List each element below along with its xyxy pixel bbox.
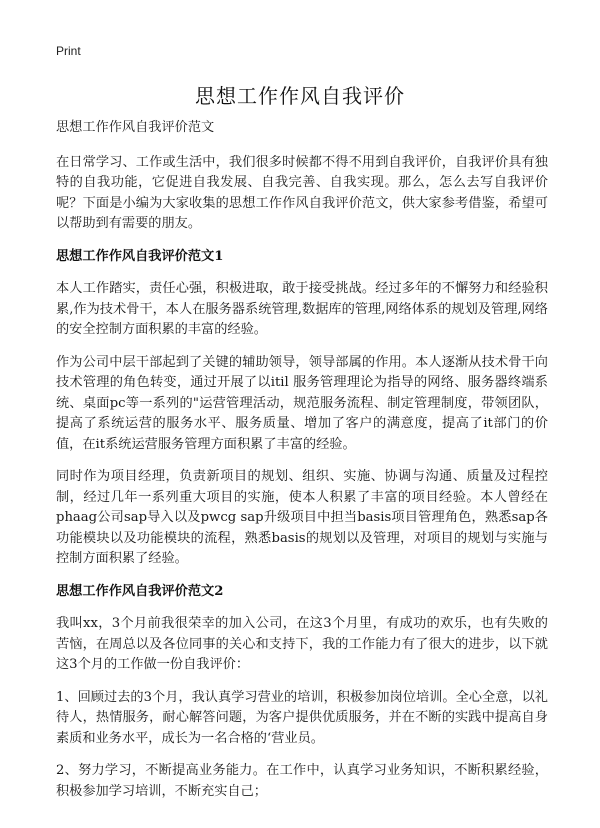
print-link[interactable]: Print <box>56 44 81 58</box>
page-title: 思想工作作风自我评价 <box>195 84 405 108</box>
intro-paragraph: 在日常学习、工作或生活中，我们很多时候都不得不用到自我评价，自我评价具有独特的自我功能，它促进自我发展、自我完善、自我实现。那么，怎么去写自我评价呢？下面是小编为大家收集的思想工作作风自我评价范文，供大家参考借鉴，希望可以帮助到有需要的朋友。 <box>56 154 548 231</box>
article-subtitle: 思想工作作风自我评价范文 <box>56 120 215 135</box>
article-body <box>56 118 548 814</box>
section-1-paragraph-1: 本人工作踏实，责任心强，积极进取，敢于接受挑战。经过多年的不懈努力和经验积累,作为技术骨干，本人在服务器系统管理,数据库的管理,网络体系的规划及管理,网络的安全控制方面积累的丰富的经验。 <box>56 281 548 337</box>
section-2-paragraph-2: 1、回顾过去的3个月，我认真学习营业的培训，积极参加岗位培训。全心全意，以礼待人，热情服务，耐心解答问题，为客户提供优质服务，并在不断的实践中提高自身素质和业务水平，成长为一名合格的‘营业员。 <box>56 689 548 746</box>
section-2-paragraph-3: 2、努力学习，不断提高业务能力。在工作中，认真学习业务知识，不断积累经验，积极参加学习培训，不断充实自己； <box>56 763 548 799</box>
section-1-paragraph-3: 同时作为项目经理，负责新项目的规划、组织、实施、协调与沟通、质量及过程控制，经过几年一系列重大项目的实施，使本人积累了丰富的项目经验。本人曾经在phaag公司sap导入以及pwcg sap升级项目中担当basis项目管理角色，熟悉sap各功能模块以及功能模块的流程，熟悉basis的规划以及管理，对项目的规划与实施与控制方面积累了经验。 <box>56 469 548 566</box>
section-2-paragraph-1: 我叫xx，3个月前我很荣幸的加入公司，在这3个月里，有成功的欢乐，也有失败的苦恼，在周总以及各位同事的关心和支持下，我的工作能力有了很大的进步，以下就这3个月的工作做一份自我评价： <box>56 616 548 672</box>
section-heading-1: 思想工作作风自我评价范文1 <box>56 248 224 264</box>
section-1-paragraph-2: 作为公司中层干部起到了关键的辅助领导，领导部属的作用。本人逐渐从技术骨干向技术管理的角色转变，通过开展了以itil 服务管理理论为指导的网络、服务器终端系统、桌面pc等一系列的"运营管理活动，规范服务流程、制定管理制度，带领团队，提高了系统运营的服务水平、服务质量、增加了客户的满意度，提高了it部门的价值，在it系统运营服务管理方面积累了丰富的经验。 <box>56 354 548 452</box>
section-heading-2: 思想工作作风自我评价范文2 <box>56 583 224 599</box>
